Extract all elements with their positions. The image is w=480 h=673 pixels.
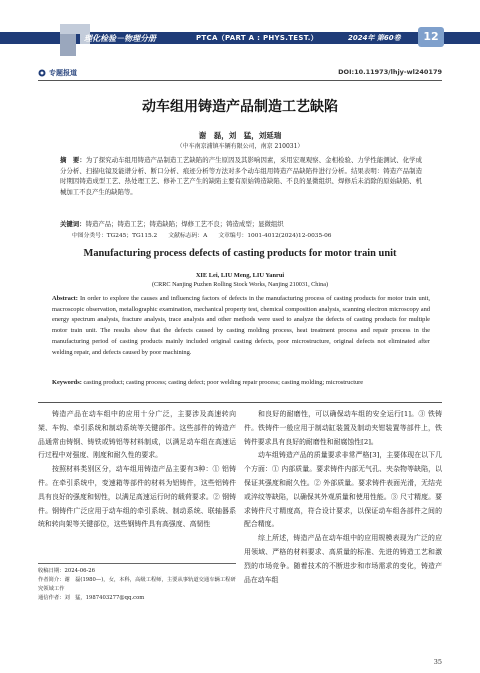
authors-cn: 谢 磊，刘 猛，刘延瑞 — [198, 131, 282, 140]
footnote-author: 作者简介：谢 磊(1980—)，女，本科，高级工程师，主要从事轨道交通车辆工程研究领域工作 — [38, 577, 236, 592]
body-paragraph: 动车组铸造产品的质量要求非常严格[3]，主要体现在以下几个方面：① 内部质量。要求铸件内部无气孔、夹杂物等缺陷，以保证其强度和耐久性。② 外部质量。要求铸件表面光滑，无结壳或淬纹等缺陷，以确保其外观质量和使用性能。③ 尺寸精度。要求铸件尺寸精度高，符合设计要求，以保证动车组各部件之间的配合精度。 — [244, 451, 442, 529]
keywords-text-cn: 铸造产品；铸造工艺；铸造缺陷；焊修工艺不良；铸造成型；显微组织 — [85, 220, 284, 228]
keywords-en — [52, 378, 430, 389]
abstract-text-cn: 为了探究动车组用铸造产品制造工艺缺陷的产生原因及其影响因素，采用宏观观察、金相检验、力学性能测试、化学成分分析、扫描电镜及能谱分析、断口分析、痕迹分析等方法对多个动车组用铸造产品缺陷件进行分析。结果表明：铸造产品制造时期因铸造成型工艺、热处理工艺、修补工艺产生的缺陷主要有原始铸造缺陷、不良的显微组织、焊修后未消除的原始缺陷、机械加工不良产生的缺陷等。 — [60, 156, 423, 196]
abstract-en — [52, 294, 430, 358]
keywords-label-en: Keywords: — [52, 379, 82, 386]
document-code: 文献标志码：A — [168, 233, 208, 239]
footnote-divider — [38, 563, 236, 564]
section-tag-icon — [38, 69, 46, 77]
issue-badge: 12 — [418, 27, 444, 47]
footnote-corresponding: 通信作者：刘 猛，1987403277@qq.com — [38, 595, 145, 601]
body-column-left — [38, 408, 236, 532]
header-divider — [38, 80, 442, 81]
article-number: 文章编号：1001-4012(2024)12-0035-06 — [218, 233, 332, 239]
abstract-divider — [38, 402, 442, 403]
paper-title-en: Manufacturing process defects of casting products for motor train unit — [83, 248, 397, 259]
doi-link[interactable]: DOI:10.11973/lhjy-wl240179 — [338, 68, 442, 76]
journal-name: PTCA（PART A : PHYS.TEST.） — [196, 34, 318, 42]
body-paragraph: 综上所述，铸造产品在动车组中的应用规模表现为广泛的应用领域、严格的材料要求、高质量的标准、先进的铸造工艺和激烈的市场竞争。随着技术的不断进步和市场需求的变化，铸造产品在动车组 — [244, 534, 442, 584]
affiliation-en: (CRRC Nanjing Puzhen Rolling Stock Works, Nanjing 210031, China) — [151, 281, 329, 288]
body-paragraph: 铸造产品在动车组中的应用十分广泛，主要涉及高速转向架、车钩、牵引系统和制动系统等关键部件。这些部件的铸造产品通常由铸钢、铸铁或铸铝等材料制成，以满足动车组在高速运行过程中对强度、刚度和耐久性的要求。 — [38, 410, 236, 460]
abstract-label-en: Abstract: — [52, 295, 78, 302]
classification-line — [72, 230, 331, 239]
clc-number: 中图分类号：TG245；TG115.2 — [72, 233, 158, 239]
abstract-label-cn: 摘 要： — [60, 156, 86, 164]
page-number: 35 — [433, 658, 442, 666]
keywords-text-en: casting product; casting process; casting defect; poor welding repair process; casting molding; microstructure — [83, 379, 364, 386]
body-paragraph: 按照材料类别区分，动车组用铸造产品主要有3种：① 铝铸件。在牵引系统中，变速箱等部件的材料为铝铸件，这些铝铸件具有良好的强度和韧性，以满足高速运行时的载荷要求。② 钢铸件。钢铸件广泛应用于动车组的牵引系统、制动系统、联轴器系统和转向架等关键部位，这些钢铸件具有高强度、高韧性 — [38, 465, 236, 529]
authors-en: XIE Lei, LIU Meng, LIU Yanrui — [195, 272, 285, 279]
paper-title-cn: 动车组用铸造产品制造工艺缺陷 — [142, 99, 338, 115]
keywords-label-cn: 关键词： — [60, 220, 86, 228]
journal-section: 理化检验－物理分册 — [84, 34, 156, 43]
section-tag: 专题报道 — [49, 69, 77, 77]
body-column-right — [244, 408, 442, 587]
footnote-received: 收稿日期：2024-06-26 — [38, 568, 96, 574]
abstract-text-en: In order to explore the causes and influencing factors of defects in the manufacturing process of casting products for motor train unit, macroscopic observation, metallographic examination, mechanical property test, chemical composition analysis, scanning electron microscopy and energy spectrum analysis, fracture analysis, trace analysis and other methods were used to analyze the defects of casting products for multiple motor train unit. The results show that the defects caused by casting molding process, heat treatment process and repair process in the manufacturing period of casting products mainly included original casting defects, poor microstructure, original defects not eliminated after welding repair, and defects caused by poor machining. — [52, 295, 430, 356]
keywords-cn — [60, 219, 422, 229]
journal-volume: 2024年 第60卷 — [348, 34, 401, 42]
abstract-cn — [60, 155, 422, 197]
affiliation-cn: （中车南京浦镇车辆有限公司，南京 210031） — [176, 143, 304, 150]
body-paragraph: 和良好的耐磨性，可以确保动车组的安全运行[1]。③ 铁铸件。铁铸件一般应用于制动缸装置及制动夹钳装置等部件上，铁铸件要求具有良好的耐磨性和耐腐蚀性[2]。 — [244, 410, 442, 446]
footnotes — [38, 567, 236, 603]
